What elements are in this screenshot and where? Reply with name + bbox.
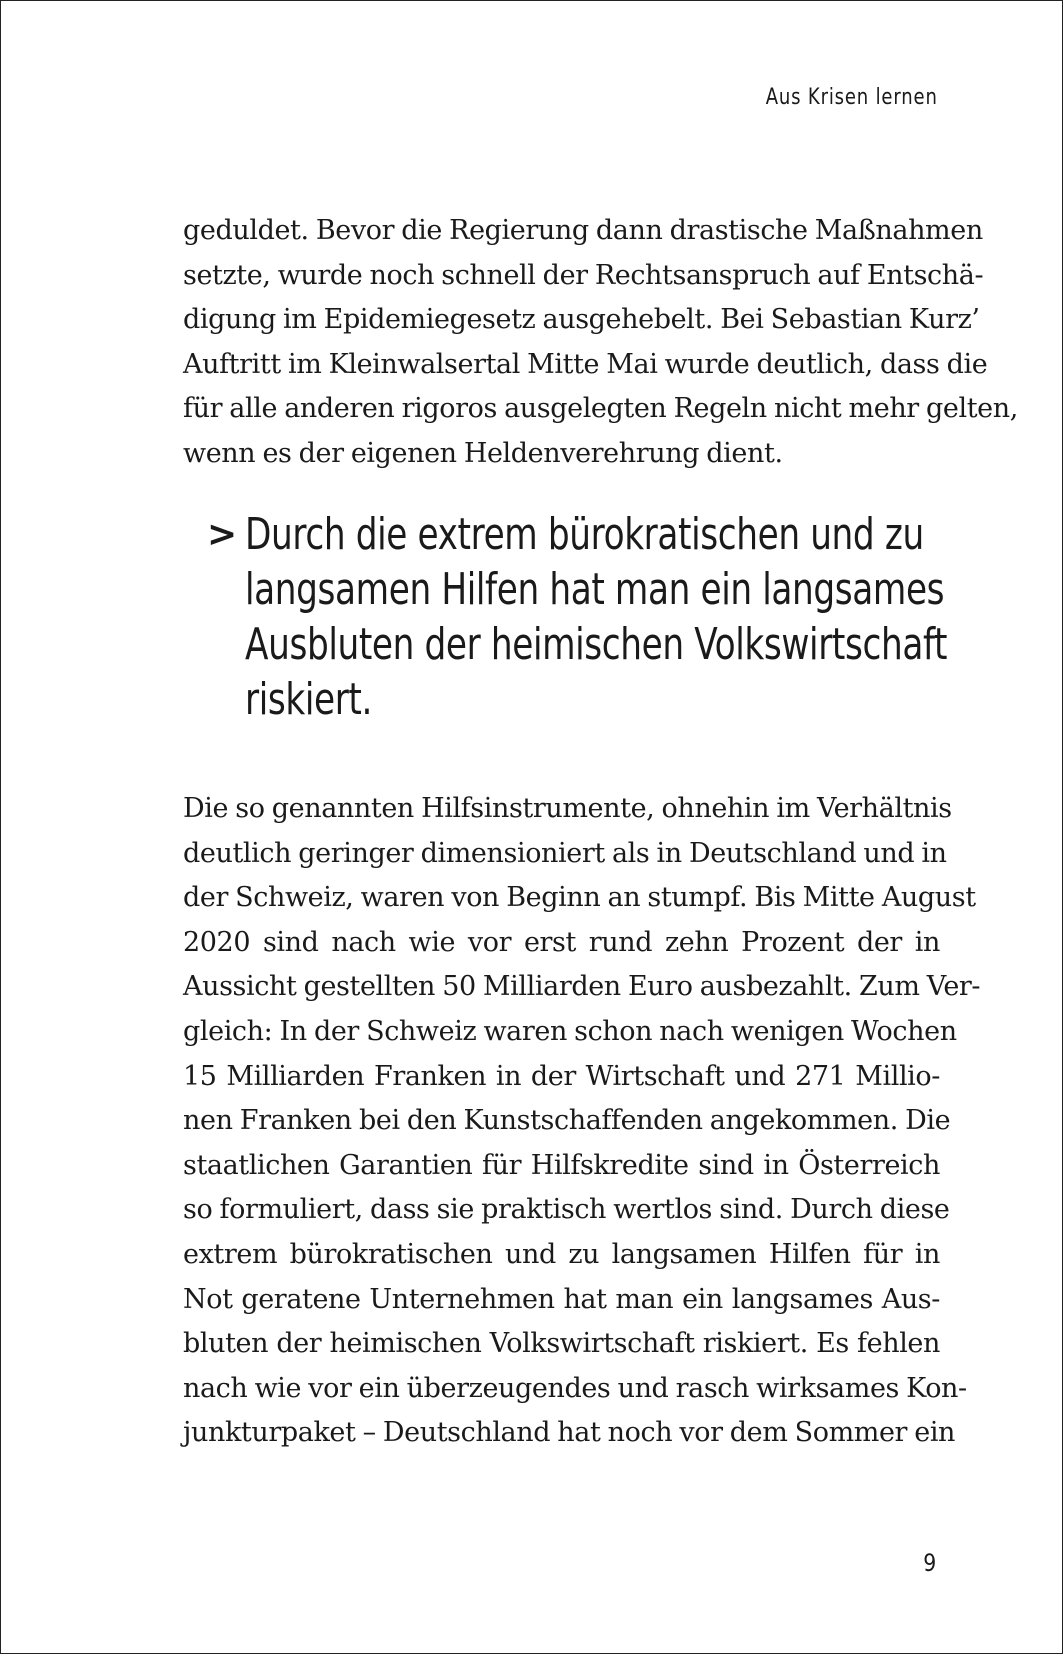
text-line: wenn es der eigenen Heldenverehrung dient.: [183, 437, 783, 469]
text-line: junkturpaket – Deutschland hat noch vor dem Sommer ein: [183, 1417, 956, 1449]
page-number: 9: [923, 1549, 936, 1577]
text-line: gleich: In der Schweiz waren schon nach wenigen Wochen: [183, 1015, 957, 1047]
text-line: 2020 sind nach wie vor erst rund zehn Prozent der in: [183, 926, 940, 958]
pull-quote: [207, 507, 948, 727]
text-line: nen Franken bei den Kunstschaffenden angekommen. Die: [183, 1105, 951, 1137]
text-line: geduldet. Bevor die Regierung dann drastische Maßnahmen: [183, 215, 983, 246]
text-line: extrem bürokratischen und zu langsamen Hilfen für in: [183, 1238, 940, 1270]
text-line: setzte, wurde noch schnell der Rechtsanspruch auf Entschä-: [183, 259, 984, 291]
pull-quote-line: Durch die extrem bürokratischen und zu: [245, 509, 924, 560]
text-line: staatlichen Garantien für Hilfskredite sind in Österreich: [183, 1149, 940, 1181]
text-line: Aussicht gestellten 50 Milliarden Euro ausbezahlt. Zum Ver-: [183, 971, 981, 1003]
text-line: Auftritt im Kleinwalsertal Mitte Mai wurde deutlich, dass die: [183, 348, 988, 380]
text-line: nach wie vor ein überzeugendes und rasch wirksames Kon-: [183, 1372, 967, 1404]
text-line: digung im Epidemiegesetz ausgehebelt. Bei Sebastian Kurz’: [183, 304, 980, 336]
text-line: deutlich geringer dimensioniert als in Deutschland und in: [183, 837, 947, 869]
pull-quote-line: Ausbluten der heimischen Volkswirtschaft: [245, 619, 948, 670]
text-line: bluten der heimischen Volkswirtschaft riskiert. Es fehlen: [183, 1328, 940, 1360]
paragraph-1: [183, 209, 1018, 477]
text-line: der Schweiz, waren von Beginn an stumpf. Bis Mitte August: [183, 882, 976, 914]
chevron-right-icon: >: [207, 514, 237, 555]
pull-quote-line: riskiert.: [245, 674, 373, 725]
text-line: Not geratene Unternehmen hat man ein langsames Aus-: [183, 1283, 940, 1315]
text-line: für alle anderen rigoros ausgelegten Regeln nicht mehr gelten,: [183, 393, 1018, 425]
text-line: 15 Milliarden Franken in der Wirtschaft und 271 Millio-: [183, 1060, 940, 1092]
paragraph-2: [183, 787, 981, 1456]
running-head: Aus Krisen lernen: [766, 85, 938, 110]
text-line: Die so genannten Hilfsinstrumente, ohnehin im Verhältnis: [183, 793, 952, 824]
pull-quote-line: langsamen Hilfen hat man ein langsames: [245, 564, 945, 615]
text-line: so formuliert, dass sie praktisch wertlos sind. Durch diese: [183, 1194, 950, 1226]
